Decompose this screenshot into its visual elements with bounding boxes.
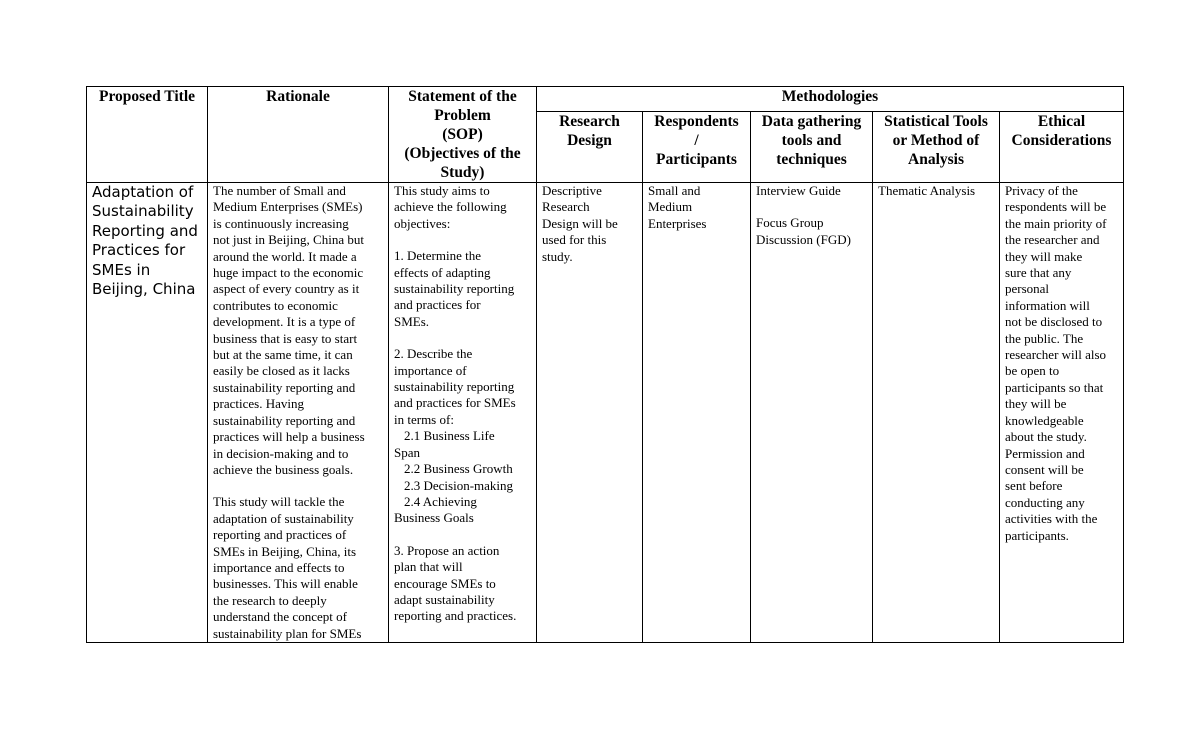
sop-objective-1: 1. Determine the effects of adapting sustainability reporting and practices for SMEs.: [394, 248, 515, 329]
sop-intro: This study aims to achieve the following objectives:: [394, 183, 507, 231]
data-tool-2: Focus Group Discussion (FGD): [756, 215, 851, 247]
header-respondents: Respondents / Participants: [643, 112, 751, 183]
sop-sub-4: 2.4 Achieving: [404, 493, 477, 509]
rationale-paragraph-1: The number of Small and Medium Enterprises (SMEs) is continuously increasing not just in Beijing, China but around the world. It made a huge impact to the economic aspect of every country as it contributes to economic development. It is a type of business that is easy to start but at the same time, it can easily be closed as it lacks sustainability reporting and practices. Having sustainability reporting and practices will help a business in decision-making and to achieve the business goals.: [213, 183, 365, 477]
cell-research-design: Descriptive Research Design will be used for this study.: [537, 183, 643, 643]
sop-objective-3: 3. Propose an action plan that will encourage SMEs to adapt sustainability reporting and practices.: [394, 542, 517, 624]
header-research-design: Research Design: [537, 112, 643, 183]
header-data-gathering: Data gathering tools and techniques: [751, 112, 873, 183]
sop-sub-1-cont: Span: [394, 444, 420, 460]
header-rationale: Rationale: [208, 87, 389, 183]
table-row: [87, 183, 1124, 643]
sop-sub-3: 2.3 Decision-making: [404, 477, 514, 493]
cell-sop: [389, 183, 537, 643]
rationale-paragraph-2: This study will tackle the adaptation of sustainability reporting and practices of SMEs in Beijing, China, its importance and effects to businesses. This will enable the research to deeply understand the concept of sustainability plan for SMEs: [213, 494, 362, 641]
cell-data-gathering: [751, 183, 873, 643]
header-row-1: [87, 87, 1124, 112]
data-tool-1: Interview Guide: [756, 183, 841, 198]
cell-rationale: [208, 183, 389, 643]
proposal-table: [86, 86, 1124, 643]
header-sop: Statement of the Problem (SOP) (Objectives of the Study): [389, 87, 537, 183]
sop-sub-1: 2.1 Business Life: [404, 428, 495, 444]
header-statistical-tools: Statistical Tools or Method of Analysis: [873, 112, 1000, 183]
cell-statistical-tools: Thematic Analysis: [873, 183, 1000, 643]
header-proposed-title: Proposed Title: [87, 87, 208, 183]
cell-respondents: Small and Medium Enterprises: [643, 183, 751, 643]
cell-ethical-considerations: Privacy of the respondents will be the main priority of the researcher and they will make sure that any personal information will not be disclosed to the public. The researcher will also be open to participants so that they will be knowledgeable about the study. Permission and consent will be sent before conducting any activities with the participants.: [1000, 183, 1124, 643]
sop-sub-4-cont: Business Goals: [394, 510, 474, 526]
sop-sub-2: 2.2 Business Growth: [404, 461, 513, 477]
header-methodologies: Methodologies: [537, 87, 1124, 112]
cell-proposed-title: Adaptation of Sustainability Reporting and Practices for SMEs in Beijing, China: [87, 183, 208, 643]
sop-objective-2: 2. Describe the importance of sustainability reporting and practices for SMEs in terms of:: [394, 346, 516, 427]
header-ethical-considerations: Ethical Considerations: [1000, 112, 1124, 183]
